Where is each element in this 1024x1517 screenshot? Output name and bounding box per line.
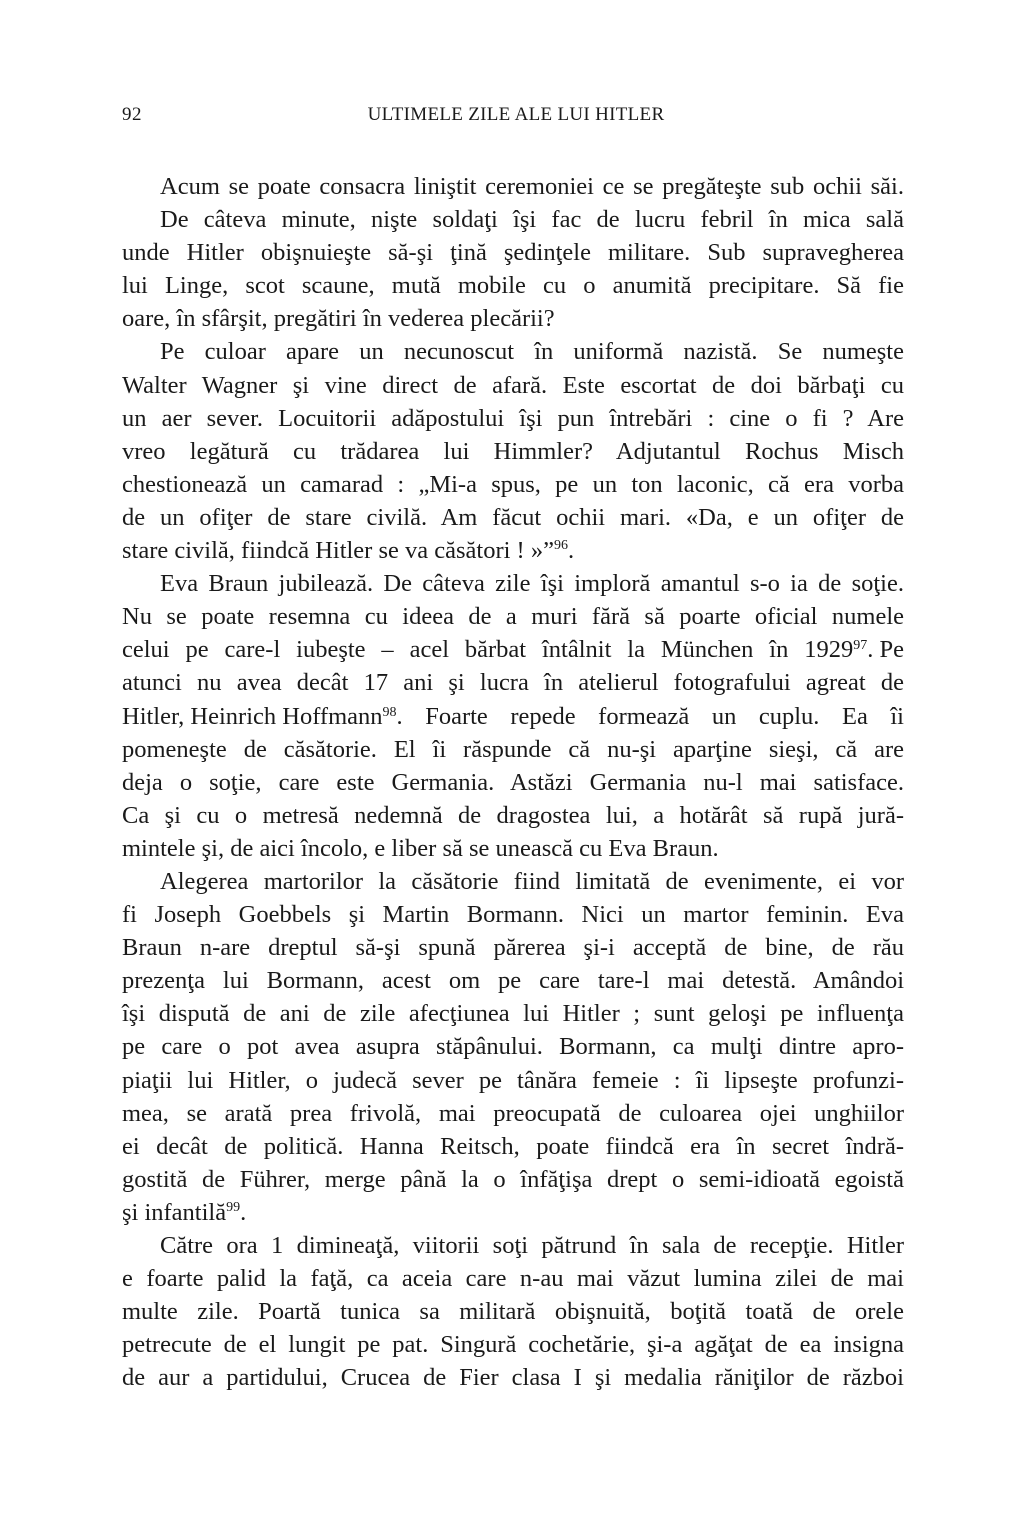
running-head-title: ULTIMELE ZILE ALE LUI HITLER xyxy=(367,104,665,125)
footnote-ref-97[interactable]: 97 xyxy=(853,638,868,654)
footnote-ref-99[interactable]: 99 xyxy=(226,1199,241,1215)
text-line: e foarte palid la faţă, ca aceia care n-au mai văzut lumina zilei de mai xyxy=(122,1265,904,1293)
text-line: oare, în sfârşit, pregătiri în vederea plecării? xyxy=(122,305,555,333)
paragraph xyxy=(122,567,904,865)
text-line: pe care o pot avea asupra stăpânului. Bormann, ca mulţi dintre apro- xyxy=(122,1033,904,1061)
text-line: Ca şi cu o metresă nedemnă de dragostea lui, a hotărât să rupă jură- xyxy=(122,801,904,829)
paragraph xyxy=(122,335,904,567)
text-line: Braun n-are dreptul să-şi spună părerea şi-i acceptă de bine, de rău xyxy=(122,934,904,962)
text-line: mintele şi, de aici încolo, e liber să se unească cu Eva Braun. xyxy=(122,834,719,862)
text-line: celui pe care-l iubeşte – acel bărbat întâlnit la München în 1929 97 . Pe xyxy=(122,633,904,666)
text-line: chestionează un camarad : „Mi-a spus, pe un ton laconic, că era vorba xyxy=(122,470,904,498)
text-line: Pe culoar apare un necunoscut în uniformă nazistă. Se numeşte xyxy=(160,338,904,366)
text-line: Eva Braun jubilează. De câteva zile îşi imploră amantul s-o ia de soţie. xyxy=(160,570,904,598)
text-line: mea, se arată prea frivolă, mai preocupată de culoarea ojei unghiilor xyxy=(122,1099,904,1127)
text-line: şi infantilă$^{99}$. xyxy=(122,1198,247,1226)
text-line: vreo legătură cu trădarea lui Himmler? Adjutantul Rochus Misch xyxy=(122,437,904,465)
text-line: stare civilă, fiindcă Hitler se va căsători ! »”$^{96}$. xyxy=(122,537,575,565)
text-line: Walter Wagner şi vine direct de afară. Este escortat de doi bărbaţi cu xyxy=(122,371,904,399)
body-text xyxy=(122,170,904,1394)
footnote-ref-98[interactable]: 98 xyxy=(382,704,397,720)
text-line: lui Linge, scot scaune, mută mobile cu o anumită precipitare. Să fie xyxy=(122,272,904,300)
text-line: atunci nu avea decât 17 ani şi lucra în atelierul fotografului agreat de xyxy=(122,669,904,697)
footnote-ref-96[interactable]: 96 xyxy=(553,538,568,554)
text-line: unde Hitler obişnuieşte să-şi ţină şedinţele militare. Sub supravegherea xyxy=(122,239,904,267)
text-line: îşi dispută de ani de zile afecţiunea lui Hitler ; sunt geloşi pe influenţa xyxy=(122,1000,904,1028)
text-line: ei decât de politică. Hanna Reitsch, poate fiindcă era în secret îndră- xyxy=(122,1132,904,1160)
text-line: Către ora 1 dimineaţă, viitorii soţi pătrund în sala de recepţie. Hitler xyxy=(160,1232,904,1259)
text-line: Alegerea martorilor la căsătorie fiind limitată de evenimente, ei vor xyxy=(160,867,904,895)
text-line: de aur a partidului, Crucea de Fier clasa I şi medalia răniţilor de război xyxy=(122,1364,904,1392)
paragraph xyxy=(122,170,904,203)
text-line: deja o soţie, care este Germania. Astăzi Germania nu-l mai satisface. xyxy=(122,768,904,796)
text-line: de un ofiţer de stare civilă. Am făcut ochii mari. «Da, e un ofiţer de xyxy=(122,503,904,531)
text-line: Hitler, Heinrich Hoffmann 98 . Foarte repede formează un cuplu. Ea îi xyxy=(122,700,904,733)
paragraph xyxy=(122,203,904,335)
text-line: gostită de Führer, merge până la o înfăţişa drept o semi-idioată egoistă xyxy=(122,1165,904,1193)
text-line: petrecute de el lungit pe pat. Singură cochetărie, şi-a agăţat de ea insigna xyxy=(122,1331,904,1359)
text-line: Acum se poate consacra liniştit ceremoniei ce se pregăteşte sub ochii săi. xyxy=(160,173,904,200)
paragraph xyxy=(122,1229,904,1394)
text-line: piaţii lui Hitler, o judecă sever pe tânăra femeie : îi lipseşte profunzi- xyxy=(122,1066,904,1094)
text-line: fi Joseph Goebbels şi Martin Bormann. Nici un martor feminin. Eva xyxy=(122,901,904,929)
text-line: multe zile. Poartă tunica sa militară obişnuită, boţită toată de orele xyxy=(122,1298,904,1326)
text-line: un aer sever. Locuitorii adăpostului îşi pun întrebări : cine o fi ? Are xyxy=(122,404,904,432)
paragraph xyxy=(122,865,904,1229)
text-line: De câteva minute, nişte soldaţi îşi fac de lucru febril în mica sală xyxy=(160,206,904,234)
text-line: Nu se poate resemna cu ideea de a muri fără să poarte oficial numele xyxy=(122,603,904,631)
text-line: prezenţa lui Bormann, acest om pe care tare-l mai detestă. Amândoi xyxy=(122,967,904,995)
page-number: 92 xyxy=(122,104,142,125)
text-line: pomeneşte de căsătorie. El îi răspunde că nu-şi aparţine sieşi, că are xyxy=(122,735,904,763)
